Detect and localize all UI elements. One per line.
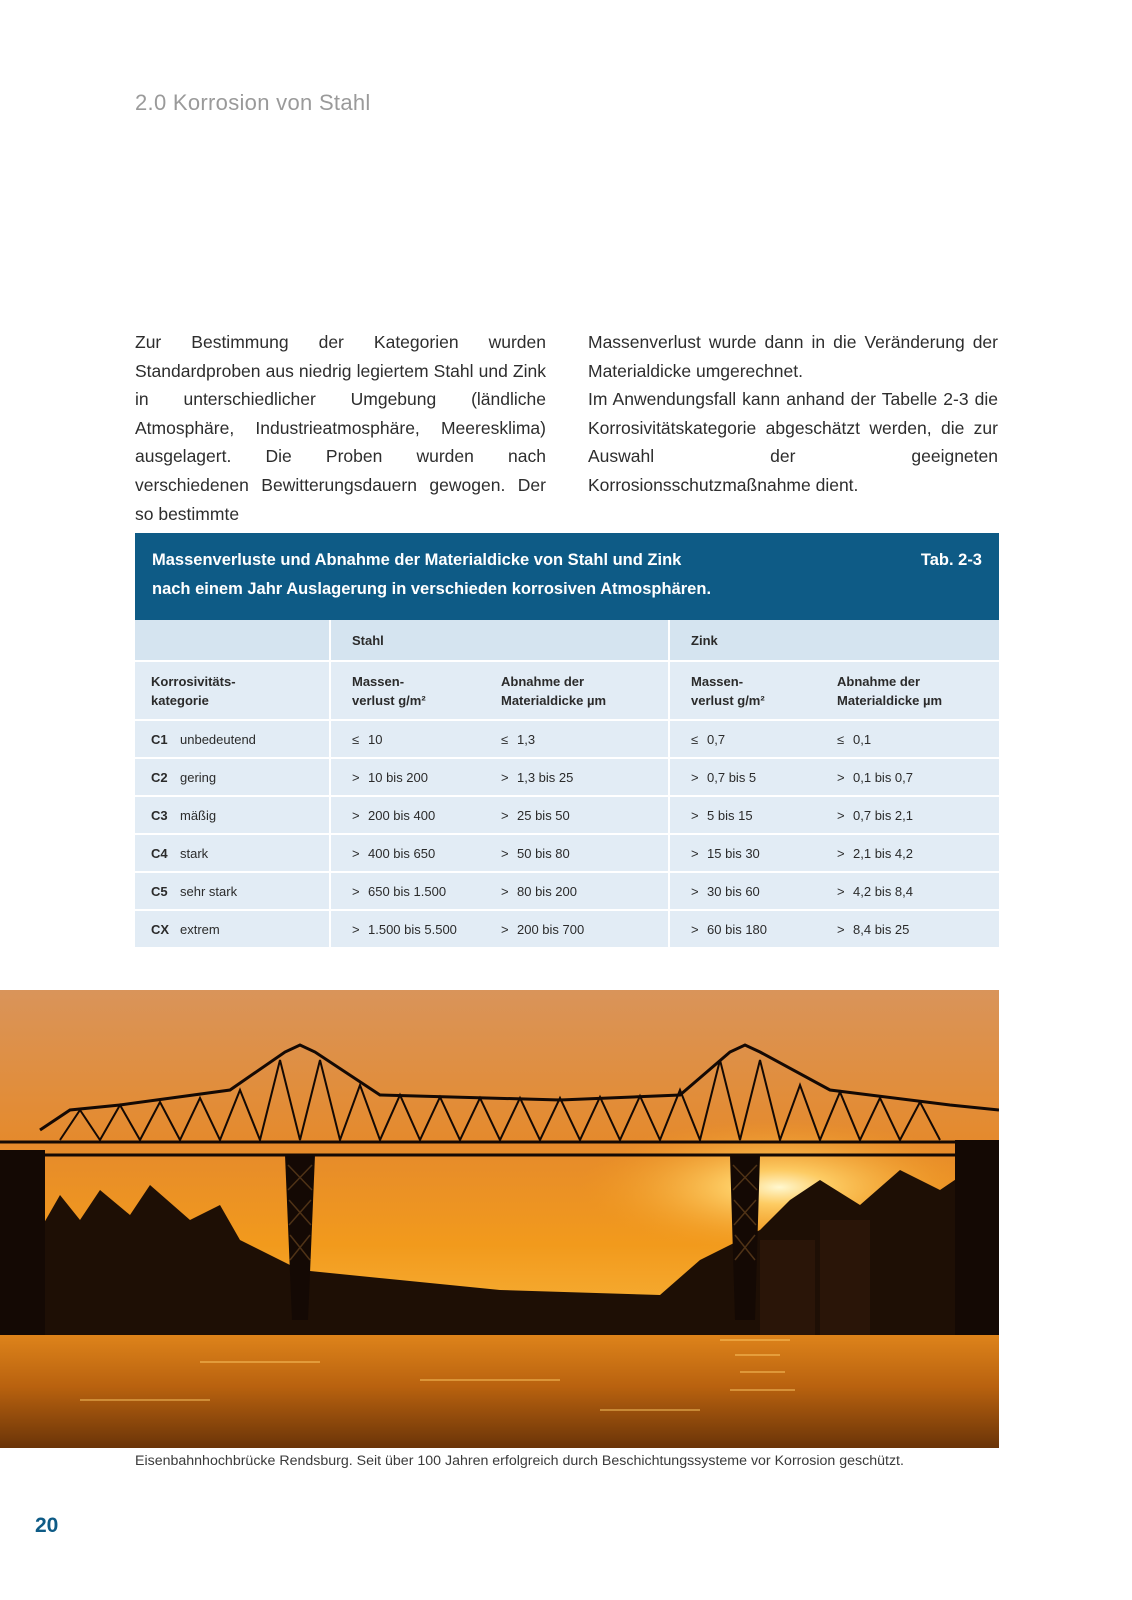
- category-code: C2: [151, 769, 168, 785]
- table-row: [135, 834, 999, 872]
- table-body: [135, 620, 999, 949]
- steel-thickness-cell: [485, 796, 669, 834]
- table-row: [135, 758, 999, 796]
- steel-mass-value: 1.500 bis 5.500: [368, 921, 457, 937]
- header-category: Korrosivitäts- kategorie: [135, 661, 330, 720]
- zinc-thickness-cell: [821, 872, 999, 910]
- category-cell: [135, 758, 330, 796]
- steel-mass-value: 400 bis 650: [368, 845, 436, 861]
- bridge-photo: [0, 990, 999, 1448]
- table-title: [152, 546, 852, 604]
- operator: >: [837, 883, 845, 899]
- steel-mass-cell: [330, 834, 485, 872]
- photo-caption: Eisenbahnhochbrücke Rendsburg. Seit über 100 Jahren erfolgreich durch Beschichtungssysteme vor Korrosion geschützt.: [135, 1453, 904, 1469]
- category-code: C1: [151, 731, 168, 747]
- steel-thickness-cell: [485, 910, 669, 948]
- operator: ≤: [691, 731, 699, 747]
- corrosion-table: [135, 533, 999, 949]
- table-row: [135, 910, 999, 948]
- table-row: [135, 796, 999, 834]
- header-steel-mass: Massen- verlust g/m²: [330, 661, 485, 720]
- section-title: 2.0 Korrosion von Stahl: [135, 90, 371, 115]
- zinc-thickness-value: 8,4 bis 25: [853, 921, 910, 937]
- table-header-row: [135, 661, 999, 720]
- category-code: C5: [151, 883, 168, 899]
- zinc-thickness-value: 4,2 bis 8,4: [853, 883, 914, 899]
- table-group-row: [135, 620, 999, 661]
- steel-thickness-value: 1,3: [517, 731, 536, 747]
- body-paragraph-left: Zur Bestimmung der Kategorien wurden Standardproben aus niedrig legiertem Stahl und Zink in unterschiedlicher Umgebung (ländliche Atmosphäre, Industrieatmosphäre, Meeresklima) ausgelagert. Die Proben wurden nach verschiedenen Bewitterungsdauern gewogen. Der so bestimmte: [135, 332, 546, 524]
- steel-thickness-value: 200 bis 700: [517, 921, 585, 937]
- category-label: unbedeutend: [180, 731, 256, 747]
- zinc-mass-value: 0,7 bis 5: [707, 769, 757, 785]
- steel-thickness-cell: [485, 720, 669, 758]
- body-column-left: [135, 328, 546, 528]
- table-title-line2: nach einem Jahr Auslagerung in verschieden korrosiven Atmosphären.: [152, 580, 712, 598]
- operator: >: [501, 769, 509, 785]
- steel-mass-value: 10 bis 200: [368, 769, 428, 785]
- operator: ≤: [837, 731, 845, 747]
- operator: >: [501, 845, 509, 861]
- body-paragraph-right-2: Im Anwendungsfall kann anhand der Tabelle 2-3 die Korrosivitätskategorie abgeschätzt werden, die zur Auswahl der geeigneten Korrosionsschutzmaßnahme dient.: [588, 389, 998, 495]
- steel-thickness-cell: [485, 758, 669, 796]
- zinc-thickness-cell: [821, 720, 999, 758]
- category-label: sehr stark: [180, 883, 238, 899]
- operator: >: [352, 845, 360, 861]
- operator: >: [352, 921, 360, 937]
- operator: >: [691, 883, 699, 899]
- category-code: C3: [151, 807, 168, 823]
- zinc-mass-value: 30 bis 60: [707, 883, 760, 899]
- category-cell: [135, 796, 330, 834]
- zinc-thickness-cell: [821, 758, 999, 796]
- operator: >: [691, 807, 699, 823]
- header-steel-thickness: Abnahme der Materialdicke µm: [485, 661, 669, 720]
- zinc-mass-value: 60 bis 180: [707, 921, 768, 937]
- zinc-mass-value: 15 bis 30: [707, 845, 760, 861]
- operator: >: [691, 769, 699, 785]
- operator: ≤: [501, 731, 509, 747]
- table-row: [135, 720, 999, 758]
- category-cell: [135, 834, 330, 872]
- category-code: C4: [151, 845, 168, 861]
- category-label: extrem: [180, 921, 220, 937]
- steel-mass-value: 10: [368, 731, 383, 747]
- zinc-mass-cell: [669, 910, 821, 948]
- zinc-mass-cell: [669, 834, 821, 872]
- zinc-mass-cell: [669, 872, 821, 910]
- steel-thickness-value: 80 bis 200: [517, 883, 577, 899]
- body-paragraph-right-1: Massenverlust wurde dann in die Veränderung der Materialdicke umgerechnet.: [588, 332, 998, 381]
- zinc-thickness-value: 0,7 bis 2,1: [853, 807, 914, 823]
- category-code: CX: [151, 921, 170, 937]
- category-label: gering: [180, 769, 217, 785]
- table-title-line1: Massenverluste und Abnahme der Materialdicke von Stahl und Zink: [152, 551, 682, 569]
- zinc-thickness-value: 0,1 bis 0,7: [853, 769, 914, 785]
- zinc-mass-cell: [669, 720, 821, 758]
- table-header: [135, 533, 999, 620]
- operator: >: [837, 807, 845, 823]
- steel-mass-cell: [330, 758, 485, 796]
- table-number: Tab. 2-3: [920, 551, 982, 569]
- operator: >: [501, 921, 509, 937]
- zinc-thickness-value: 0,1: [853, 731, 872, 747]
- group-empty: [135, 620, 330, 661]
- steel-mass-value: 650 bis 1.500: [368, 883, 447, 899]
- zinc-mass-value: 5 bis 15: [707, 807, 753, 823]
- body-column-right: [588, 328, 998, 500]
- steel-thickness-value: 25 bis 50: [517, 807, 570, 823]
- steel-mass-cell: [330, 720, 485, 758]
- category-cell: [135, 720, 330, 758]
- zinc-thickness-cell: [821, 910, 999, 948]
- operator: >: [691, 921, 699, 937]
- steel-mass-value: 200 bis 400: [368, 807, 436, 823]
- steel-mass-cell: [330, 796, 485, 834]
- page-number: 20: [35, 1514, 59, 1537]
- zinc-mass-cell: [669, 758, 821, 796]
- category-cell: [135, 910, 330, 948]
- operator: >: [837, 769, 845, 785]
- zinc-mass-value: 0,7: [707, 731, 726, 747]
- operator: >: [501, 883, 509, 899]
- group-zinc: Zink: [669, 620, 999, 661]
- operator: >: [352, 807, 360, 823]
- header-zinc-thickness: Abnahme der Materialdicke µm: [821, 661, 999, 720]
- operator: ≤: [352, 731, 360, 747]
- steel-thickness-cell: [485, 872, 669, 910]
- category-cell: [135, 872, 330, 910]
- steel-mass-cell: [330, 910, 485, 948]
- operator: >: [837, 845, 845, 861]
- operator: >: [501, 807, 509, 823]
- steel-mass-cell: [330, 872, 485, 910]
- zinc-mass-cell: [669, 796, 821, 834]
- category-label: stark: [180, 845, 209, 861]
- header-zinc-mass: Massen- verlust g/m²: [669, 661, 821, 720]
- zinc-thickness-cell: [821, 796, 999, 834]
- zinc-thickness-cell: [821, 834, 999, 872]
- operator: >: [352, 769, 360, 785]
- steel-thickness-cell: [485, 834, 669, 872]
- operator: >: [837, 921, 845, 937]
- operator: >: [352, 883, 360, 899]
- steel-thickness-value: 1,3 bis 25: [517, 769, 574, 785]
- operator: >: [691, 845, 699, 861]
- zinc-thickness-value: 2,1 bis 4,2: [853, 845, 914, 861]
- table-row: [135, 872, 999, 910]
- steel-thickness-value: 50 bis 80: [517, 845, 570, 861]
- category-label: mäßig: [180, 807, 217, 823]
- group-steel: Stahl: [330, 620, 669, 661]
